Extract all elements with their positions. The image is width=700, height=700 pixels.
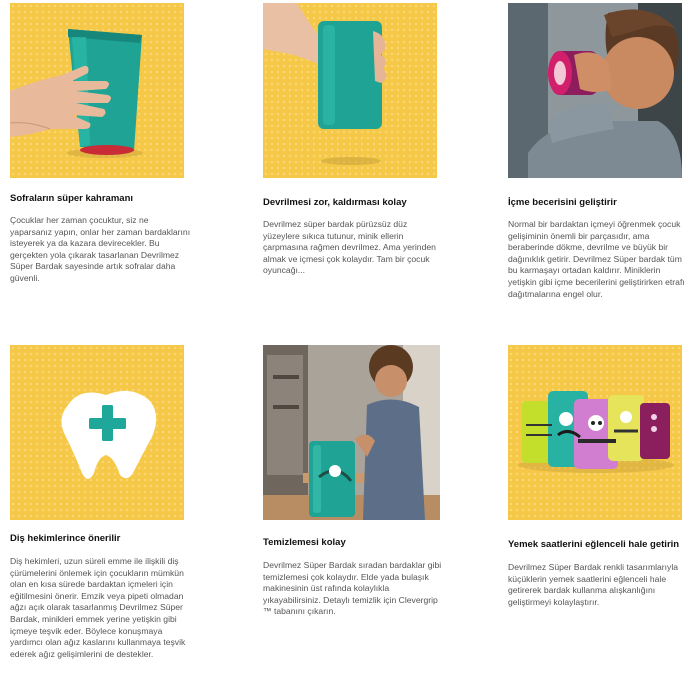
card-3-title: İçme becerisini geliştirir bbox=[508, 197, 617, 208]
child-kitchen-image bbox=[263, 345, 440, 520]
card-6-body: Devrilmez Süper Bardak renkli tasarımlarıyla küçüklerin yemek saatlerini eğlenceli hale getirerek bardak kullanma alışkanlığını geliştirmeyi kolaylaştırır. bbox=[508, 562, 679, 607]
child-drinking-image bbox=[508, 3, 682, 178]
card-2-title: Devrilmesi zor, kaldırması kolay bbox=[263, 197, 407, 208]
card-6-title: Yemek saatlerini eğlenceli hale getirin bbox=[508, 539, 680, 550]
cup-hand-push-image bbox=[10, 3, 184, 178]
card-3-body: Normal bir bardaktan içmeyi öğrenmek çocuk gelişiminin önemli bir parçasıdır, ama beraberinde dökme, devrilme ve büyük bir dağınıklık getirir. Devrilmez Süper bardak tüm bu karmaşayı ortadan kaldırır. Miniklerin yetişkin gibi içme becerilerini geliştirirken etrafı dağıtmalarına engel olur. bbox=[508, 219, 685, 299]
card-4-body: Diş hekimleri, uzun süreli emme ile ilişkili diş çürümelerini önlemek için çocukların mümkün olan en kısa sürede bardaktan içmeleri için eğitilmesini önerir. Emzik veya pipeti olmadan ağzı açık olarak tasarlanmış Devrilmez Süper Bardak, minikleri emmek yerine yetişkin gibi içmeye teşvik eder. Böylece konuşmaya yardımcı olan ağız kaslarını kullanmaya teşvik ederek ağız gelişimlerini de destekler. bbox=[10, 556, 186, 659]
card-5-body: Devrilmez Süper Bardak sıradan bardaklar gibi temizlemesi çok kolaydır. Elde yada bulaşık makinesinin üst rafında kolaylıkla yıkayabilirsiniz. Detaylı temizlik için Clevergrip ™ tabanını çıkarın. bbox=[263, 560, 442, 617]
card-1-body: Çocuklar her zaman çocuktur, siz ne yaparsanız yapın, onlar her zaman bardaklarını isteyerek ya da kazara devirecekler. Bu gerçekten yola çıkarak tasarlanan Devrilmez Süper Bardak sayesinde artık sofralar daha güvenli. bbox=[10, 215, 191, 283]
feature-card-4 bbox=[10, 345, 190, 520]
card-1-title: Sofraların süper kahramanı bbox=[10, 193, 134, 204]
feature-card-3 bbox=[508, 3, 688, 178]
feature-card-6 bbox=[508, 345, 688, 520]
cup-lifted-image bbox=[263, 3, 437, 178]
card-5-title: Temizlemesi kolay bbox=[263, 537, 346, 548]
feature-card-5 bbox=[263, 345, 443, 520]
card-2-body: Devrilmez süper bardak pürüzsüz düz yüzeylere sıkıca tutunur, minik ellerin çarpmasına rağmen devrilmez. Ama yerinden almak ve içmesi çok kolaydır. Tam bir çocuk oyuncağı... bbox=[263, 219, 436, 276]
colorful-cups-image bbox=[508, 345, 682, 520]
feature-card-2 bbox=[263, 3, 443, 178]
tooth-icon-image bbox=[10, 345, 184, 520]
feature-card-1 bbox=[10, 3, 190, 178]
card-4-title: Diş hekimlerince önerilir bbox=[10, 533, 121, 544]
